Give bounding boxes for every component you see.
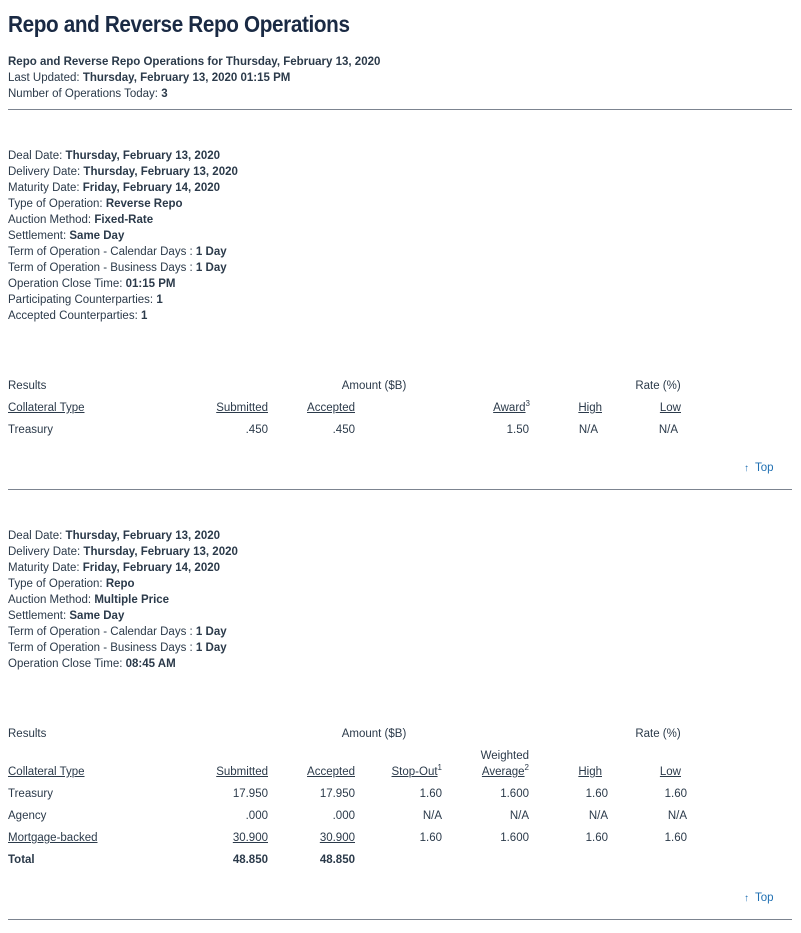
cell-collateral-type-link[interactable]: Mortgage-backed <box>8 832 98 844</box>
detail-maturity-date <box>8 180 220 196</box>
rate-group-header: Rate (%) <box>635 728 681 740</box>
rate-group-header: Rate (%) <box>635 380 681 392</box>
amount-group-header: Amount ($B) <box>341 380 407 392</box>
header-weighted-average-link[interactable]: Average <box>481 766 525 778</box>
cell-high: 1.60 <box>585 788 608 800</box>
detail-label: Maturity Date: <box>8 562 80 574</box>
detail-value: 1 Day <box>195 642 227 654</box>
back-to-top-link[interactable] <box>744 460 774 477</box>
header-weighted-top: Weighted <box>480 750 529 762</box>
detail-label: Term of Operation - Calendar Days : <box>8 626 193 638</box>
cell-submitted: .450 <box>245 424 268 436</box>
detail-label: Accepted Counterparties: <box>8 310 138 322</box>
detail-operation-type <box>8 196 183 212</box>
back-to-top-link[interactable] <box>744 890 774 907</box>
detail-value: Same Day <box>69 610 125 622</box>
detail-value: 1 Day <box>195 262 227 274</box>
detail-close-time <box>8 656 176 672</box>
detail-value: Thursday, February 13, 2020 <box>83 546 238 558</box>
detail-term-business <box>8 640 227 656</box>
cell-high: 1.60 <box>585 832 608 844</box>
header-submitted[interactable]: Submitted <box>216 766 268 778</box>
last-updated <box>8 70 290 86</box>
cell-award: 1.50 <box>506 424 529 436</box>
detail-value: 01:15 PM <box>125 278 176 290</box>
cell-stop-out: N/A <box>422 810 442 822</box>
operations-count-label: Number of Operations Today: <box>8 88 159 100</box>
cell-submitted-link[interactable]: 30.900 <box>232 832 268 844</box>
detail-label: Delivery Date: <box>8 166 81 178</box>
detail-value: Same Day <box>69 230 125 242</box>
detail-value: 08:45 AM <box>125 658 176 670</box>
detail-term-business <box>8 260 227 276</box>
cell-submitted: 17.950 <box>232 788 268 800</box>
operations-count-value: 3 <box>161 88 168 100</box>
results-label: Results <box>8 380 47 392</box>
cell-low: 1.60 <box>664 788 687 800</box>
detail-label: Delivery Date: <box>8 546 81 558</box>
header-stop-out-link[interactable]: Stop-Out <box>391 766 438 778</box>
header-accepted[interactable]: Accepted <box>307 402 355 414</box>
detail-maturity-date <box>8 560 220 576</box>
total-accepted: 48.850 <box>319 854 355 866</box>
header-stop-out[interactable] <box>342 764 442 780</box>
detail-value: Thursday, February 13, 2020 <box>65 150 221 162</box>
arrow-up-icon: ↑ <box>744 463 749 474</box>
arrow-up-icon: ↑ <box>744 893 749 904</box>
section-divider <box>8 489 792 490</box>
detail-label: Term of Operation - Business Days : <box>8 642 193 654</box>
detail-settlement <box>8 228 124 244</box>
detail-value: 1 Day <box>195 246 227 258</box>
cell-low: N/A <box>658 424 678 436</box>
back-to-top-label: Top <box>755 462 774 474</box>
cell-stop-out: 1.60 <box>419 788 442 800</box>
detail-label: Deal Date: <box>8 530 63 542</box>
cell-high: N/A <box>578 424 598 436</box>
last-updated-value: Thursday, February 13, 2020 01:15 PM <box>82 72 291 84</box>
results-label: Results <box>8 728 47 740</box>
detail-value: Fixed-Rate <box>94 214 154 226</box>
header-collateral-type[interactable]: Collateral Type <box>8 766 85 778</box>
cell-weighted-average: 1.600 <box>500 788 529 800</box>
detail-deal-date <box>8 148 220 164</box>
footnote-marker: 2 <box>524 763 529 773</box>
cell-weighted-average: 1.600 <box>500 832 529 844</box>
detail-value: Multiple Price <box>94 594 170 606</box>
cell-accepted: .450 <box>332 424 355 436</box>
detail-value: 1 <box>140 310 148 322</box>
amount-group-header: Amount ($B) <box>341 728 407 740</box>
header-award-link[interactable]: Award <box>493 402 526 414</box>
detail-value: Reverse Repo <box>105 198 183 210</box>
detail-deal-date <box>8 528 220 544</box>
detail-value: Friday, February 14, 2020 <box>82 182 221 194</box>
header-low[interactable]: Low <box>659 402 681 414</box>
detail-auction-method <box>8 592 169 608</box>
detail-label: Operation Close Time: <box>8 278 123 290</box>
operations-count <box>8 86 168 102</box>
detail-operation-type <box>8 576 135 592</box>
total-submitted: 48.850 <box>232 854 268 866</box>
detail-label: Auction Method: <box>8 214 92 226</box>
detail-auction-method <box>8 212 153 228</box>
cell-high: N/A <box>588 810 608 822</box>
footnote-marker: 1 <box>437 763 442 773</box>
detail-close-time <box>8 276 175 292</box>
header-high[interactable]: High <box>578 402 602 414</box>
cell-collateral-type: Treasury <box>8 424 53 436</box>
detail-label: Type of Operation: <box>8 198 103 210</box>
detail-label: Participating Counterparties: <box>8 294 154 306</box>
detail-delivery-date <box>8 544 238 560</box>
detail-label: Auction Method: <box>8 594 92 606</box>
detail-value: Repo <box>105 578 135 590</box>
detail-label: Settlement: <box>8 230 67 242</box>
detail-label: Maturity Date: <box>8 182 80 194</box>
cell-accepted: 17.950 <box>319 788 355 800</box>
detail-accepted-counterparties <box>8 308 147 324</box>
detail-value: 1 <box>156 294 163 306</box>
header-submitted[interactable]: Submitted <box>216 402 268 414</box>
header-high[interactable]: High <box>578 766 602 778</box>
page-subtitle: Repo and Reverse Repo Operations for Thursday, February 13, 2020 <box>8 56 381 68</box>
cell-accepted-link[interactable]: 30.900 <box>319 832 355 844</box>
cell-low: 1.60 <box>664 832 687 844</box>
detail-label: Term of Operation - Calendar Days : <box>8 246 193 258</box>
detail-label: Operation Close Time: <box>8 658 123 670</box>
cell-accepted: .000 <box>332 810 355 822</box>
detail-term-calendar <box>8 624 227 640</box>
detail-label: Term of Operation - Business Days : <box>8 262 193 274</box>
detail-label: Deal Date: <box>8 150 63 162</box>
cell-collateral-type: Agency <box>8 810 47 822</box>
section-divider <box>8 109 792 110</box>
detail-delivery-date <box>8 164 238 180</box>
detail-term-calendar <box>8 244 227 260</box>
cell-collateral-type: Treasury <box>8 788 53 800</box>
page-title: Repo and Reverse Repo Operations <box>8 11 350 37</box>
section-divider <box>8 919 792 920</box>
total-label: Total <box>8 854 35 866</box>
cell-low: N/A <box>667 810 687 822</box>
detail-value: 1 Day <box>195 626 227 638</box>
detail-value: Thursday, February 13, 2020 <box>83 166 238 178</box>
back-to-top-label: Top <box>755 892 774 904</box>
footnote-marker: 3 <box>525 399 530 409</box>
cell-submitted: .000 <box>245 810 268 822</box>
detail-participating-counterparties <box>8 292 163 308</box>
header-collateral-type[interactable]: Collateral Type <box>8 402 85 414</box>
detail-value: Friday, February 14, 2020 <box>82 562 221 574</box>
cell-stop-out: 1.60 <box>419 832 442 844</box>
detail-value: Thursday, February 13, 2020 <box>65 530 221 542</box>
header-accepted[interactable]: Accepted <box>307 766 355 778</box>
last-updated-label: Last Updated: <box>8 72 80 84</box>
detail-label: Settlement: <box>8 610 67 622</box>
cell-weighted-average: N/A <box>509 810 529 822</box>
detail-label: Type of Operation: <box>8 578 103 590</box>
detail-settlement <box>8 608 124 624</box>
header-low[interactable]: Low <box>659 766 681 778</box>
